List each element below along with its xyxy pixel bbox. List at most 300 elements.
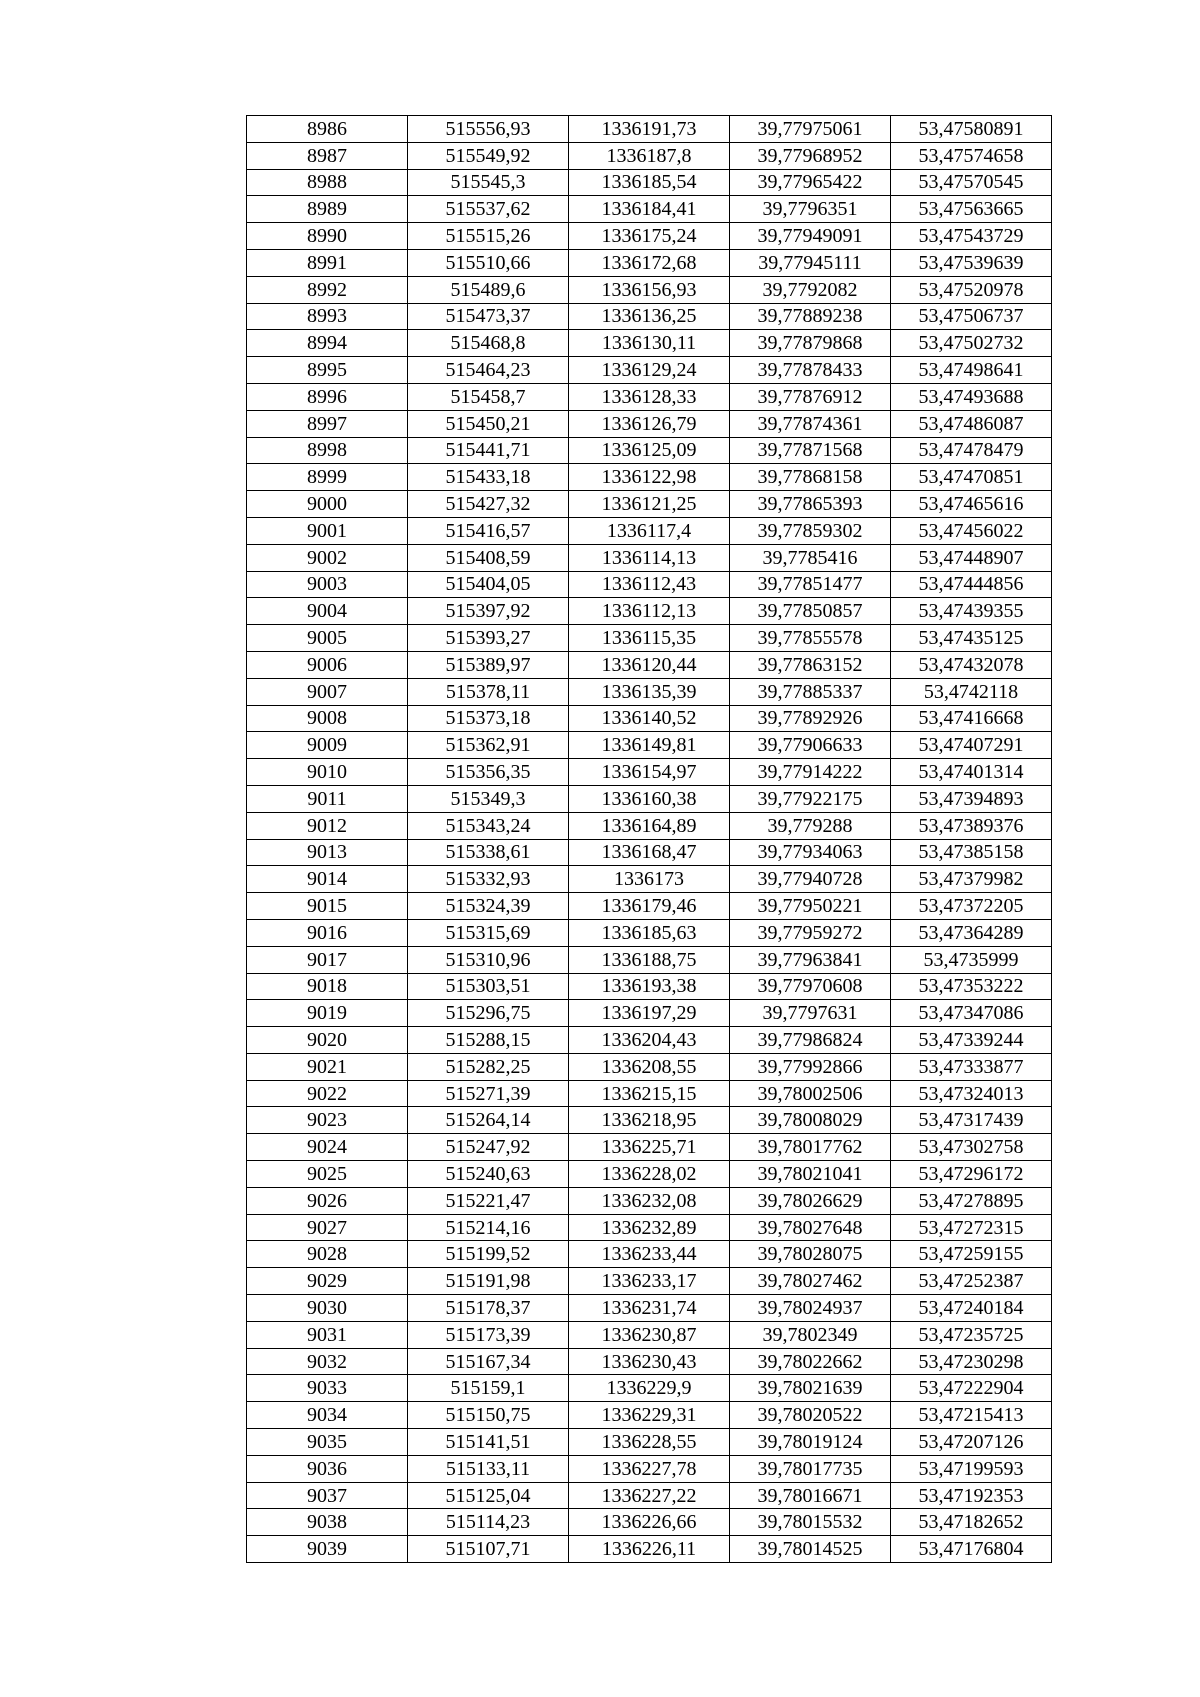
x-coordinate-cell: 515159,1 [408, 1375, 569, 1402]
longitude-cell: 53,47401314 [891, 759, 1052, 786]
y-coordinate-cell: 1336231,74 [569, 1295, 730, 1322]
table-row [247, 571, 1052, 598]
longitude-cell: 53,47372205 [891, 893, 1052, 920]
x-coordinate-cell: 515271,39 [408, 1080, 569, 1107]
latitude-cell: 39,7796351 [730, 196, 891, 223]
latitude-cell: 39,77975061 [730, 116, 891, 143]
latitude-cell: 39,77851477 [730, 571, 891, 598]
point-number-cell: 8987 [247, 142, 408, 169]
longitude-cell: 53,47493688 [891, 383, 1052, 410]
point-number-cell: 8990 [247, 223, 408, 250]
y-coordinate-cell: 1336128,33 [569, 383, 730, 410]
point-number-cell: 8994 [247, 330, 408, 357]
longitude-cell: 53,47339244 [891, 1027, 1052, 1054]
x-coordinate-cell: 515356,35 [408, 759, 569, 786]
y-coordinate-cell: 1336230,87 [569, 1321, 730, 1348]
latitude-cell: 39,78024937 [730, 1295, 891, 1322]
point-number-cell: 8999 [247, 464, 408, 491]
table-row [247, 1295, 1052, 1322]
latitude-cell: 39,77970608 [730, 973, 891, 1000]
table-row [247, 330, 1052, 357]
y-coordinate-cell: 1336172,68 [569, 249, 730, 276]
table-row [247, 1214, 1052, 1241]
y-coordinate-cell: 1336233,44 [569, 1241, 730, 1268]
y-coordinate-cell: 1336184,41 [569, 196, 730, 223]
point-number-cell: 9009 [247, 732, 408, 759]
point-number-cell: 9012 [247, 812, 408, 839]
y-coordinate-cell: 1336193,38 [569, 973, 730, 1000]
point-number-cell: 8993 [247, 303, 408, 330]
latitude-cell: 39,77949091 [730, 223, 891, 250]
y-coordinate-cell: 1336115,35 [569, 625, 730, 652]
table-row [247, 1455, 1052, 1482]
y-coordinate-cell: 1336229,31 [569, 1402, 730, 1429]
longitude-cell: 53,47324013 [891, 1080, 1052, 1107]
x-coordinate-cell: 515214,16 [408, 1214, 569, 1241]
x-coordinate-cell: 515167,34 [408, 1348, 569, 1375]
longitude-cell: 53,47235725 [891, 1321, 1052, 1348]
latitude-cell: 39,77871568 [730, 437, 891, 464]
latitude-cell: 39,78021041 [730, 1161, 891, 1188]
table-row [247, 1429, 1052, 1456]
x-coordinate-cell: 515264,14 [408, 1107, 569, 1134]
longitude-cell: 53,47416668 [891, 705, 1052, 732]
point-number-cell: 8998 [247, 437, 408, 464]
latitude-cell: 39,779288 [730, 812, 891, 839]
table-row [247, 223, 1052, 250]
x-coordinate-cell: 515338,61 [408, 839, 569, 866]
point-number-cell: 9000 [247, 491, 408, 518]
point-number-cell: 9034 [247, 1402, 408, 1429]
point-number-cell: 9036 [247, 1455, 408, 1482]
point-number-cell: 9021 [247, 1053, 408, 1080]
x-coordinate-cell: 515125,04 [408, 1482, 569, 1509]
table-row [247, 1027, 1052, 1054]
y-coordinate-cell: 1336227,78 [569, 1455, 730, 1482]
latitude-cell: 39,78008029 [730, 1107, 891, 1134]
y-coordinate-cell: 1336168,47 [569, 839, 730, 866]
latitude-cell: 39,77922175 [730, 785, 891, 812]
latitude-cell: 39,7797631 [730, 1000, 891, 1027]
coordinates-table-body [247, 116, 1052, 1563]
x-coordinate-cell: 515433,18 [408, 464, 569, 491]
longitude-cell: 53,47465616 [891, 491, 1052, 518]
longitude-cell: 53,47439355 [891, 598, 1052, 625]
x-coordinate-cell: 515315,69 [408, 919, 569, 946]
point-number-cell: 8988 [247, 169, 408, 196]
point-number-cell: 9018 [247, 973, 408, 1000]
point-number-cell: 9038 [247, 1509, 408, 1536]
point-number-cell: 8996 [247, 383, 408, 410]
longitude-cell: 53,47486087 [891, 410, 1052, 437]
y-coordinate-cell: 1336112,13 [569, 598, 730, 625]
x-coordinate-cell: 515537,62 [408, 196, 569, 223]
table-row [247, 1053, 1052, 1080]
table-row [247, 812, 1052, 839]
longitude-cell: 53,47333877 [891, 1053, 1052, 1080]
table-row [247, 464, 1052, 491]
y-coordinate-cell: 1336156,93 [569, 276, 730, 303]
longitude-cell: 53,47580891 [891, 116, 1052, 143]
longitude-cell: 53,47520978 [891, 276, 1052, 303]
longitude-cell: 53,47240184 [891, 1295, 1052, 1322]
longitude-cell: 53,47347086 [891, 1000, 1052, 1027]
point-number-cell: 9025 [247, 1161, 408, 1188]
latitude-cell: 39,77874361 [730, 410, 891, 437]
table-row [247, 651, 1052, 678]
x-coordinate-cell: 515114,23 [408, 1509, 569, 1536]
longitude-cell: 53,47207126 [891, 1429, 1052, 1456]
x-coordinate-cell: 515464,23 [408, 357, 569, 384]
latitude-cell: 39,77863152 [730, 651, 891, 678]
longitude-cell: 53,47385158 [891, 839, 1052, 866]
x-coordinate-cell: 515191,98 [408, 1268, 569, 1295]
point-number-cell: 9037 [247, 1482, 408, 1509]
longitude-cell: 53,47302758 [891, 1134, 1052, 1161]
point-number-cell: 9014 [247, 866, 408, 893]
latitude-cell: 39,77876912 [730, 383, 891, 410]
y-coordinate-cell: 1336135,39 [569, 678, 730, 705]
point-number-cell: 9001 [247, 517, 408, 544]
y-coordinate-cell: 1336218,95 [569, 1107, 730, 1134]
y-coordinate-cell: 1336227,22 [569, 1482, 730, 1509]
y-coordinate-cell: 1336126,79 [569, 410, 730, 437]
x-coordinate-cell: 515441,71 [408, 437, 569, 464]
x-coordinate-cell: 515450,21 [408, 410, 569, 437]
y-coordinate-cell: 1336154,97 [569, 759, 730, 786]
latitude-cell: 39,78002506 [730, 1080, 891, 1107]
longitude-cell: 53,4742118 [891, 678, 1052, 705]
table-row [247, 598, 1052, 625]
latitude-cell: 39,78027648 [730, 1214, 891, 1241]
y-coordinate-cell: 1336185,54 [569, 169, 730, 196]
table-row [247, 1080, 1052, 1107]
x-coordinate-cell: 515173,39 [408, 1321, 569, 1348]
point-number-cell: 9007 [247, 678, 408, 705]
latitude-cell: 39,78021639 [730, 1375, 891, 1402]
y-coordinate-cell: 1336208,55 [569, 1053, 730, 1080]
latitude-cell: 39,77892926 [730, 705, 891, 732]
table-row [247, 1321, 1052, 1348]
y-coordinate-cell: 1336228,55 [569, 1429, 730, 1456]
table-row [247, 785, 1052, 812]
point-number-cell: 9008 [247, 705, 408, 732]
x-coordinate-cell: 515458,7 [408, 383, 569, 410]
point-number-cell: 9033 [247, 1375, 408, 1402]
x-coordinate-cell: 515141,51 [408, 1429, 569, 1456]
y-coordinate-cell: 1336229,9 [569, 1375, 730, 1402]
table-row [247, 678, 1052, 705]
latitude-cell: 39,78026629 [730, 1187, 891, 1214]
table-row [247, 866, 1052, 893]
x-coordinate-cell: 515107,71 [408, 1536, 569, 1563]
latitude-cell: 39,78022662 [730, 1348, 891, 1375]
x-coordinate-cell: 515199,52 [408, 1241, 569, 1268]
point-number-cell: 8986 [247, 116, 408, 143]
longitude-cell: 53,47278895 [891, 1187, 1052, 1214]
longitude-cell: 53,47470851 [891, 464, 1052, 491]
y-coordinate-cell: 1336125,09 [569, 437, 730, 464]
longitude-cell: 53,4735999 [891, 946, 1052, 973]
point-number-cell: 9016 [247, 919, 408, 946]
latitude-cell: 39,77885337 [730, 678, 891, 705]
longitude-cell: 53,47563665 [891, 196, 1052, 223]
latitude-cell: 39,78020522 [730, 1402, 891, 1429]
table-row [247, 1107, 1052, 1134]
x-coordinate-cell: 515133,11 [408, 1455, 569, 1482]
latitude-cell: 39,77878433 [730, 357, 891, 384]
point-number-cell: 9004 [247, 598, 408, 625]
y-coordinate-cell: 1336226,66 [569, 1509, 730, 1536]
longitude-cell: 53,47539639 [891, 249, 1052, 276]
point-number-cell: 9006 [247, 651, 408, 678]
table-row [247, 357, 1052, 384]
y-coordinate-cell: 1336185,63 [569, 919, 730, 946]
x-coordinate-cell: 515178,37 [408, 1295, 569, 1322]
x-coordinate-cell: 515221,47 [408, 1187, 569, 1214]
x-coordinate-cell: 515324,39 [408, 893, 569, 920]
latitude-cell: 39,77968952 [730, 142, 891, 169]
latitude-cell: 39,77986824 [730, 1027, 891, 1054]
table-row [247, 249, 1052, 276]
table-row [247, 732, 1052, 759]
y-coordinate-cell: 1336173 [569, 866, 730, 893]
latitude-cell: 39,77965422 [730, 169, 891, 196]
table-row [247, 1134, 1052, 1161]
point-number-cell: 9029 [247, 1268, 408, 1295]
x-coordinate-cell: 515389,97 [408, 651, 569, 678]
longitude-cell: 53,47353222 [891, 973, 1052, 1000]
point-number-cell: 9032 [247, 1348, 408, 1375]
point-number-cell: 8995 [247, 357, 408, 384]
point-number-cell: 9031 [247, 1321, 408, 1348]
x-coordinate-cell: 515296,75 [408, 1000, 569, 1027]
longitude-cell: 53,47176804 [891, 1536, 1052, 1563]
table-row [247, 759, 1052, 786]
longitude-cell: 53,47317439 [891, 1107, 1052, 1134]
point-number-cell: 9017 [247, 946, 408, 973]
x-coordinate-cell: 515247,92 [408, 1134, 569, 1161]
x-coordinate-cell: 515378,11 [408, 678, 569, 705]
x-coordinate-cell: 515515,26 [408, 223, 569, 250]
latitude-cell: 39,7792082 [730, 276, 891, 303]
longitude-cell: 53,47192353 [891, 1482, 1052, 1509]
y-coordinate-cell: 1336149,81 [569, 732, 730, 759]
point-number-cell: 9019 [247, 1000, 408, 1027]
latitude-cell: 39,77855578 [730, 625, 891, 652]
longitude-cell: 53,47502732 [891, 330, 1052, 357]
table-row [247, 303, 1052, 330]
point-number-cell: 9013 [247, 839, 408, 866]
x-coordinate-cell: 515240,63 [408, 1161, 569, 1188]
table-row [247, 1187, 1052, 1214]
table-row [247, 705, 1052, 732]
y-coordinate-cell: 1336120,44 [569, 651, 730, 678]
point-number-cell: 9024 [247, 1134, 408, 1161]
y-coordinate-cell: 1336226,11 [569, 1536, 730, 1563]
longitude-cell: 53,47272315 [891, 1214, 1052, 1241]
longitude-cell: 53,47478479 [891, 437, 1052, 464]
point-number-cell: 9026 [247, 1187, 408, 1214]
latitude-cell: 39,7785416 [730, 544, 891, 571]
x-coordinate-cell: 515473,37 [408, 303, 569, 330]
latitude-cell: 39,77859302 [730, 517, 891, 544]
y-coordinate-cell: 1336232,08 [569, 1187, 730, 1214]
longitude-cell: 53,47456022 [891, 517, 1052, 544]
x-coordinate-cell: 515310,96 [408, 946, 569, 973]
point-number-cell: 9003 [247, 571, 408, 598]
table-row [247, 1241, 1052, 1268]
y-coordinate-cell: 1336187,8 [569, 142, 730, 169]
coordinates-table [246, 115, 1052, 1563]
table-row [247, 169, 1052, 196]
x-coordinate-cell: 515373,18 [408, 705, 569, 732]
longitude-cell: 53,47199593 [891, 1455, 1052, 1482]
point-number-cell: 9011 [247, 785, 408, 812]
table-row [247, 1161, 1052, 1188]
point-number-cell: 8989 [247, 196, 408, 223]
longitude-cell: 53,47222904 [891, 1375, 1052, 1402]
longitude-cell: 53,47570545 [891, 169, 1052, 196]
longitude-cell: 53,47407291 [891, 732, 1052, 759]
x-coordinate-cell: 515404,05 [408, 571, 569, 598]
table-row [247, 1509, 1052, 1536]
latitude-cell: 39,77934063 [730, 839, 891, 866]
latitude-cell: 39,78017735 [730, 1455, 891, 1482]
y-coordinate-cell: 1336233,17 [569, 1268, 730, 1295]
latitude-cell: 39,78027462 [730, 1268, 891, 1295]
y-coordinate-cell: 1336191,73 [569, 116, 730, 143]
y-coordinate-cell: 1336230,43 [569, 1348, 730, 1375]
latitude-cell: 39,77889238 [730, 303, 891, 330]
y-coordinate-cell: 1336136,25 [569, 303, 730, 330]
point-number-cell: 9030 [247, 1295, 408, 1322]
latitude-cell: 39,77865393 [730, 491, 891, 518]
y-coordinate-cell: 1336164,89 [569, 812, 730, 839]
latitude-cell: 39,7802349 [730, 1321, 891, 1348]
latitude-cell: 39,77959272 [730, 919, 891, 946]
point-number-cell: 9035 [247, 1429, 408, 1456]
table-row [247, 893, 1052, 920]
latitude-cell: 39,77850857 [730, 598, 891, 625]
latitude-cell: 39,78016671 [730, 1482, 891, 1509]
y-coordinate-cell: 1336175,24 [569, 223, 730, 250]
latitude-cell: 39,77879868 [730, 330, 891, 357]
latitude-cell: 39,78014525 [730, 1536, 891, 1563]
table-row [247, 196, 1052, 223]
x-coordinate-cell: 515288,15 [408, 1027, 569, 1054]
point-number-cell: 9010 [247, 759, 408, 786]
latitude-cell: 39,77868158 [730, 464, 891, 491]
latitude-cell: 39,77950221 [730, 893, 891, 920]
table-row [247, 116, 1052, 143]
longitude-cell: 53,47432078 [891, 651, 1052, 678]
latitude-cell: 39,77963841 [730, 946, 891, 973]
longitude-cell: 53,47215413 [891, 1402, 1052, 1429]
table-row [247, 142, 1052, 169]
y-coordinate-cell: 1336112,43 [569, 571, 730, 598]
x-coordinate-cell: 515332,93 [408, 866, 569, 893]
point-number-cell: 9027 [247, 1214, 408, 1241]
x-coordinate-cell: 515349,3 [408, 785, 569, 812]
x-coordinate-cell: 515397,92 [408, 598, 569, 625]
x-coordinate-cell: 515303,51 [408, 973, 569, 1000]
y-coordinate-cell: 1336130,11 [569, 330, 730, 357]
point-number-cell: 9015 [247, 893, 408, 920]
latitude-cell: 39,78019124 [730, 1429, 891, 1456]
latitude-cell: 39,77992866 [730, 1053, 891, 1080]
longitude-cell: 53,47182652 [891, 1509, 1052, 1536]
longitude-cell: 53,47389376 [891, 812, 1052, 839]
x-coordinate-cell: 515549,92 [408, 142, 569, 169]
table-row [247, 1536, 1052, 1563]
latitude-cell: 39,77945111 [730, 249, 891, 276]
longitude-cell: 53,47296172 [891, 1161, 1052, 1188]
x-coordinate-cell: 515510,66 [408, 249, 569, 276]
longitude-cell: 53,47435125 [891, 625, 1052, 652]
latitude-cell: 39,78015532 [730, 1509, 891, 1536]
y-coordinate-cell: 1336232,89 [569, 1214, 730, 1241]
y-coordinate-cell: 1336228,02 [569, 1161, 730, 1188]
point-number-cell: 9020 [247, 1027, 408, 1054]
x-coordinate-cell: 515468,8 [408, 330, 569, 357]
point-number-cell: 8997 [247, 410, 408, 437]
longitude-cell: 53,47444856 [891, 571, 1052, 598]
table-row [247, 946, 1052, 973]
y-coordinate-cell: 1336129,24 [569, 357, 730, 384]
longitude-cell: 53,47574658 [891, 142, 1052, 169]
table-row [247, 544, 1052, 571]
latitude-cell: 39,77914222 [730, 759, 891, 786]
x-coordinate-cell: 515150,75 [408, 1402, 569, 1429]
longitude-cell: 53,47230298 [891, 1348, 1052, 1375]
latitude-cell: 39,77906633 [730, 732, 891, 759]
point-number-cell: 9002 [247, 544, 408, 571]
point-number-cell: 9022 [247, 1080, 408, 1107]
table-row [247, 1402, 1052, 1429]
table-row [247, 839, 1052, 866]
latitude-cell: 39,78028075 [730, 1241, 891, 1268]
y-coordinate-cell: 1336215,15 [569, 1080, 730, 1107]
point-number-cell: 9005 [247, 625, 408, 652]
y-coordinate-cell: 1336140,52 [569, 705, 730, 732]
longitude-cell: 53,47543729 [891, 223, 1052, 250]
table-row [247, 276, 1052, 303]
table-row [247, 1375, 1052, 1402]
table-row [247, 1000, 1052, 1027]
longitude-cell: 53,47364289 [891, 919, 1052, 946]
longitude-cell: 53,47498641 [891, 357, 1052, 384]
table-row [247, 491, 1052, 518]
x-coordinate-cell: 515416,57 [408, 517, 569, 544]
longitude-cell: 53,47448907 [891, 544, 1052, 571]
longitude-cell: 53,47506737 [891, 303, 1052, 330]
table-row [247, 973, 1052, 1000]
x-coordinate-cell: 515343,24 [408, 812, 569, 839]
table-row [247, 437, 1052, 464]
table-row [247, 919, 1052, 946]
table-row [247, 410, 1052, 437]
table-row [247, 1482, 1052, 1509]
table-row [247, 383, 1052, 410]
y-coordinate-cell: 1336197,29 [569, 1000, 730, 1027]
y-coordinate-cell: 1336114,13 [569, 544, 730, 571]
x-coordinate-cell: 515282,25 [408, 1053, 569, 1080]
x-coordinate-cell: 515393,27 [408, 625, 569, 652]
longitude-cell: 53,47259155 [891, 1241, 1052, 1268]
table-row [247, 1348, 1052, 1375]
latitude-cell: 39,78017762 [730, 1134, 891, 1161]
